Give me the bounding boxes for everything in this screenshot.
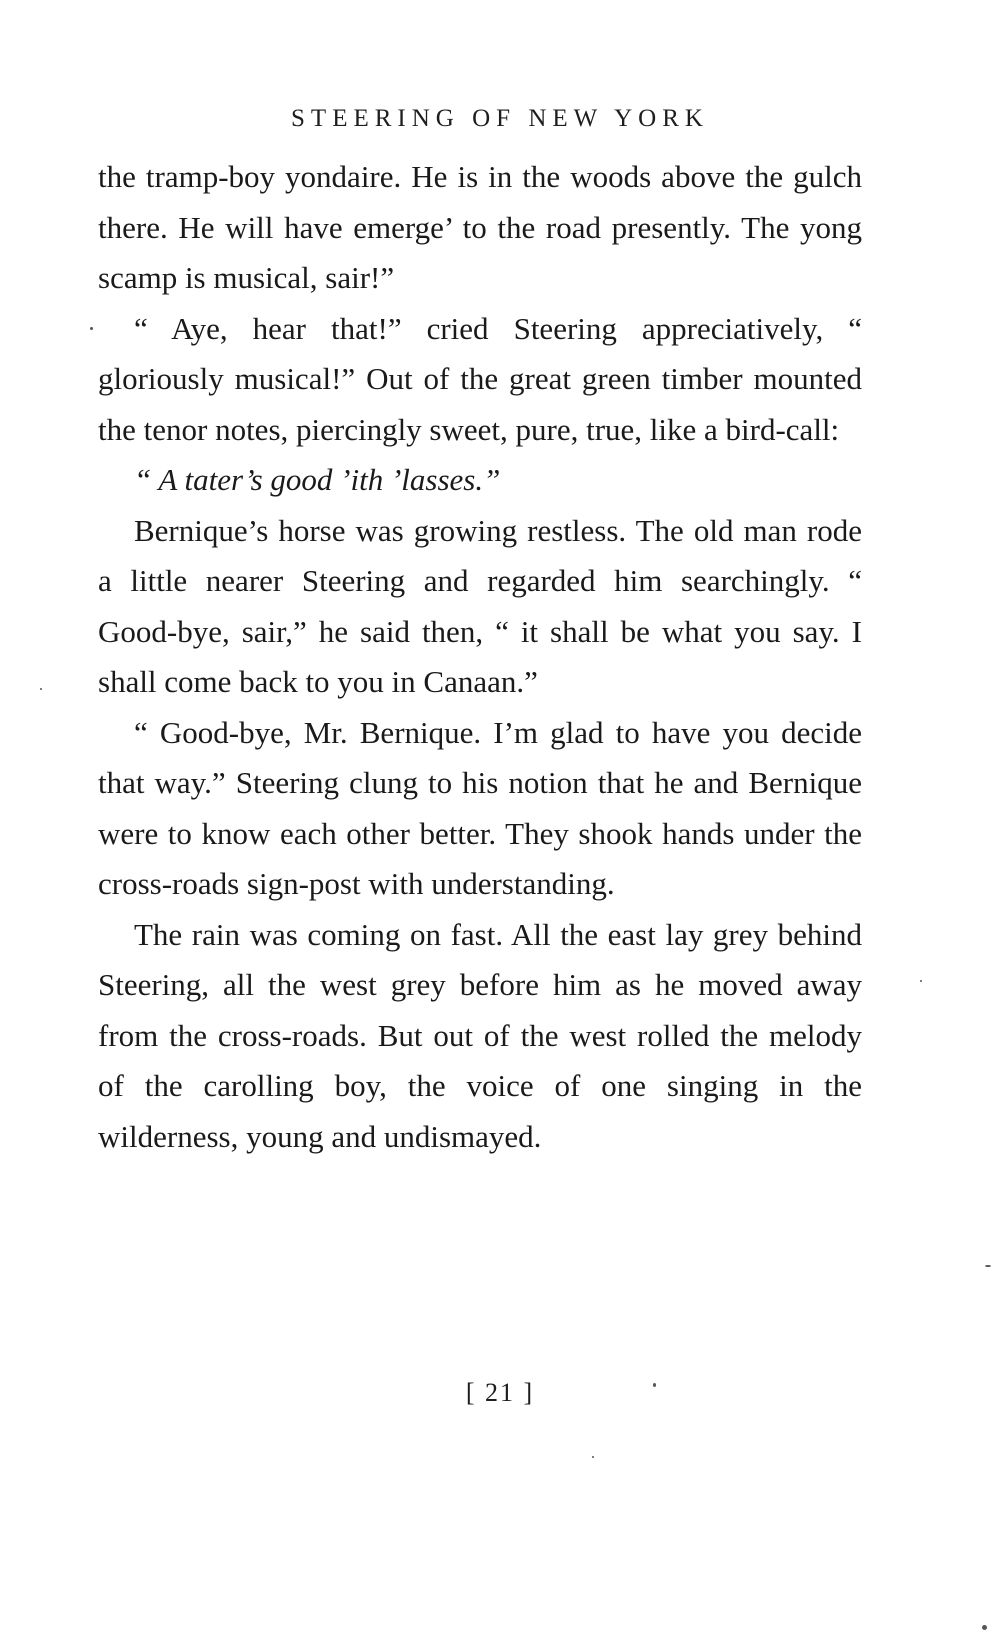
paragraph: the tramp-boy yondaire. He is in the woods above the gulch there. He will have emerge’ to the road presently. The yong scamp is musical, sair!” — [98, 159, 862, 295]
scan-speck — [90, 327, 93, 330]
running-head: STEERING OF NEW YORK — [291, 105, 709, 132]
verse-line: “ A tater’s good ’ith ’lasses.” — [134, 462, 501, 497]
scan-speck — [653, 1383, 656, 1387]
scan-speck — [982, 1625, 987, 1630]
scan-speck — [592, 1456, 594, 1458]
scan-speck — [920, 980, 922, 982]
paragraph: “ Good-bye, Mr. Bernique. I’m glad to have you decide that way.” Steering clung to his notion that he and Bernique were to know each other better. They shook hands under the cross-roads sign-post with understanding. — [98, 714, 862, 901]
paragraph: “ Aye, hear that!” cried Steering appreciatively, “ gloriously musical!” Out of the great green timber mounted the tenor notes, piercingly sweet, pure, true, like a bird-call: — [98, 310, 862, 447]
page-number: [ 21 ] — [465, 1378, 535, 1407]
scan-speck — [985, 1265, 991, 1267]
body-text — [98, 152, 862, 1162]
paragraph: The rain was coming on fast. All the east lay grey behind Steering, all the west grey before him as he moved away from the cross-roads. But out of the west rolled the melody of the carolling boy, the voice of one singing in the wilderness, young and undismayed. — [98, 916, 862, 1154]
paragraph: Bernique’s horse was growing restless. The old man rode a little nearer Steering and regarded him searchingly. “ Good-bye, sair,” he said then, “ it shall be what you say. I shall come back to you in Canaan.” — [98, 512, 862, 699]
scan-speck — [40, 688, 42, 690]
